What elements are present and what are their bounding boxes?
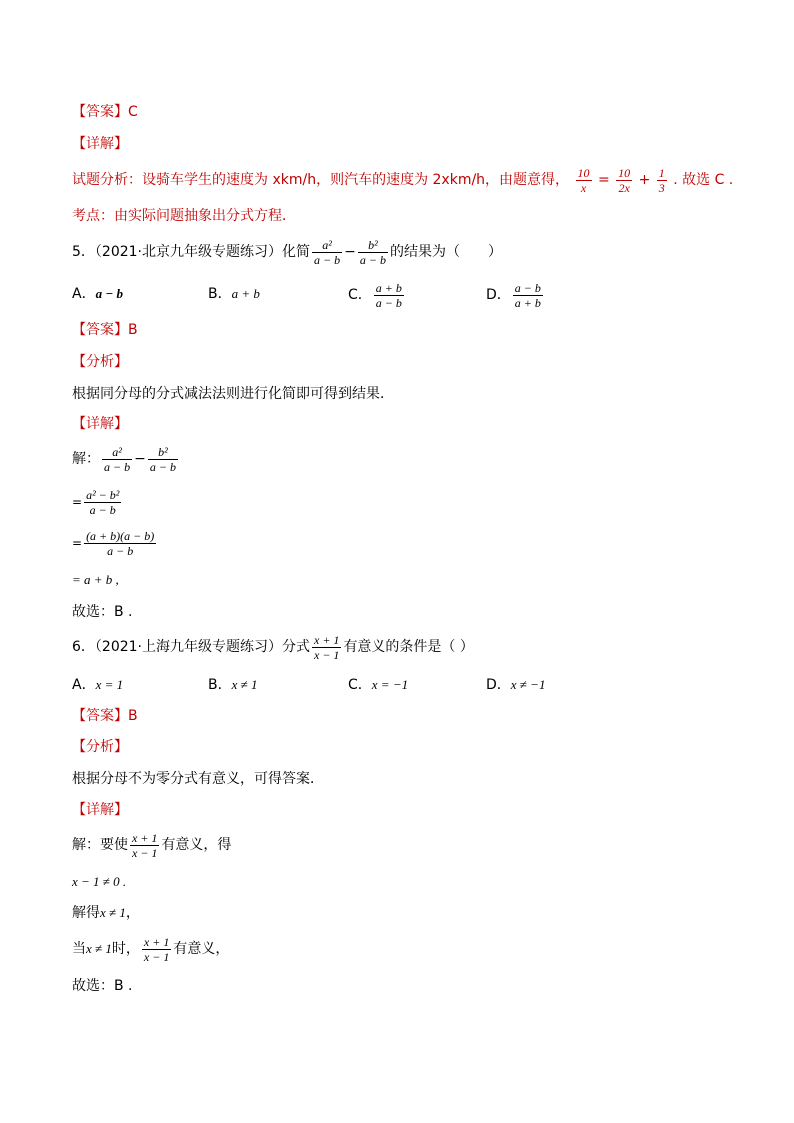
q6-solution-line-2: x − 1 ≠ 0 .: [72, 874, 127, 889]
q6-option-b: B．x ≠ 1: [208, 677, 258, 693]
q5-detail-label: 【详解】: [72, 416, 128, 432]
q6-option-d: D．x ≠ −1: [486, 677, 546, 693]
q6-detail-label: 【详解】: [72, 802, 128, 818]
detail-label: 【详解】: [72, 136, 128, 152]
q6-solution-line-3: 解得x ≠ 1，: [72, 905, 140, 921]
q5-solution-line-1: 解： $\frac{\text{a²}}{a - b}$ − $\frac{\text{b²}}{a - b}$: [72, 444, 176, 474]
q5-option-c: C． $\frac{a + b}{a - b}$: [348, 280, 402, 310]
fraction-x-plus-1-over-x-minus-1: $\frac{x + 1}{x - 1}$: [314, 632, 340, 662]
q4-kaodian: 考点：由实际问题抽象出分式方程．: [72, 208, 296, 224]
q6-solution-line-1: 解：要使 $\frac{x + 1}{x - 1}$ 有意义，得: [72, 830, 232, 860]
question-suffix: 的结果为（ ）: [389, 244, 502, 260]
q6-option-a: A．x = 1: [72, 677, 124, 693]
q4-answer: [72, 103, 138, 121]
q4-detail-label: [72, 135, 128, 153]
q5-analysis-text: 根据同分母的分式减法法则进行化简即可得到结果．: [72, 386, 394, 402]
q6-choice: 故选：B .: [72, 978, 133, 994]
q6-analysis-text: 根据分母不为零分式有意义，可得答案．: [72, 771, 324, 787]
q6-option-c: C．x = −1: [348, 677, 409, 693]
q5-answer: 【答案】B: [72, 322, 138, 338]
q4-analysis: [72, 160, 733, 200]
fraction-10-over-x: $\frac{10}{x}$: [577, 165, 590, 195]
q5-stem: [72, 234, 502, 270]
q6-stem: 6．（2021·上海九年级专题练习）分式 $\frac{x + 1}{x - 1}$ 有意义的条件是（ ）: [72, 632, 474, 662]
q5-choice: 故选：B .: [72, 604, 133, 620]
fraction-a2-over-a-minus-b: $\frac{\text{a²}}{a - b}$: [314, 237, 341, 267]
analysis-text: 试题分析：设骑车学生的速度为 xkm/h，则汽车的速度为 2xkm/h，由题意得，: [72, 172, 570, 188]
minus-sign: −: [344, 244, 356, 260]
answer-value: C: [128, 104, 138, 120]
q6-analysis-label: 【分析】: [72, 739, 128, 755]
q6-answer: 【答案】B: [72, 708, 138, 724]
question-stem: 5．（2021·北京九年级专题练习）化简: [72, 244, 310, 260]
choice-text: . 故选 C .: [673, 172, 734, 188]
answer-label: 【答案】: [72, 104, 128, 120]
q5-solution-line-4: = a + b ,: [72, 572, 119, 587]
plus-sign: +: [638, 172, 651, 188]
fraction-b2-over-a-minus-b: $\frac{\text{b²}}{a - b}$: [359, 237, 386, 267]
q5-solution-line-3: = $\frac{(a + b)(a - b)}{a - b}$: [72, 529, 155, 558]
fraction-10-over-2x: $\frac{10}{2x}$: [618, 165, 631, 195]
q5-analysis-label: 【分析】: [72, 354, 128, 370]
q5-option-d: D． $\frac{a - b}{a + b}$: [486, 280, 541, 310]
fraction-option-c: $\frac{a + b}{a - b}$: [375, 280, 402, 310]
q6-solution-line-4: 当x ≠ 1时， $\frac{x + 1}{x - 1}$ 有意义，: [72, 934, 230, 964]
q5-option-b: B．a + b: [208, 286, 260, 302]
equals-sign: =: [597, 172, 610, 188]
fraction-option-d: $\frac{a - b}{a + b}$: [514, 280, 541, 310]
fraction-1-over-3: $\frac{1}{3}$: [658, 165, 665, 195]
q5-option-a: A．a − b: [72, 286, 123, 302]
q5-solution-line-2: = $\frac{\text{a² − b²}}{a - b}$: [72, 488, 120, 517]
